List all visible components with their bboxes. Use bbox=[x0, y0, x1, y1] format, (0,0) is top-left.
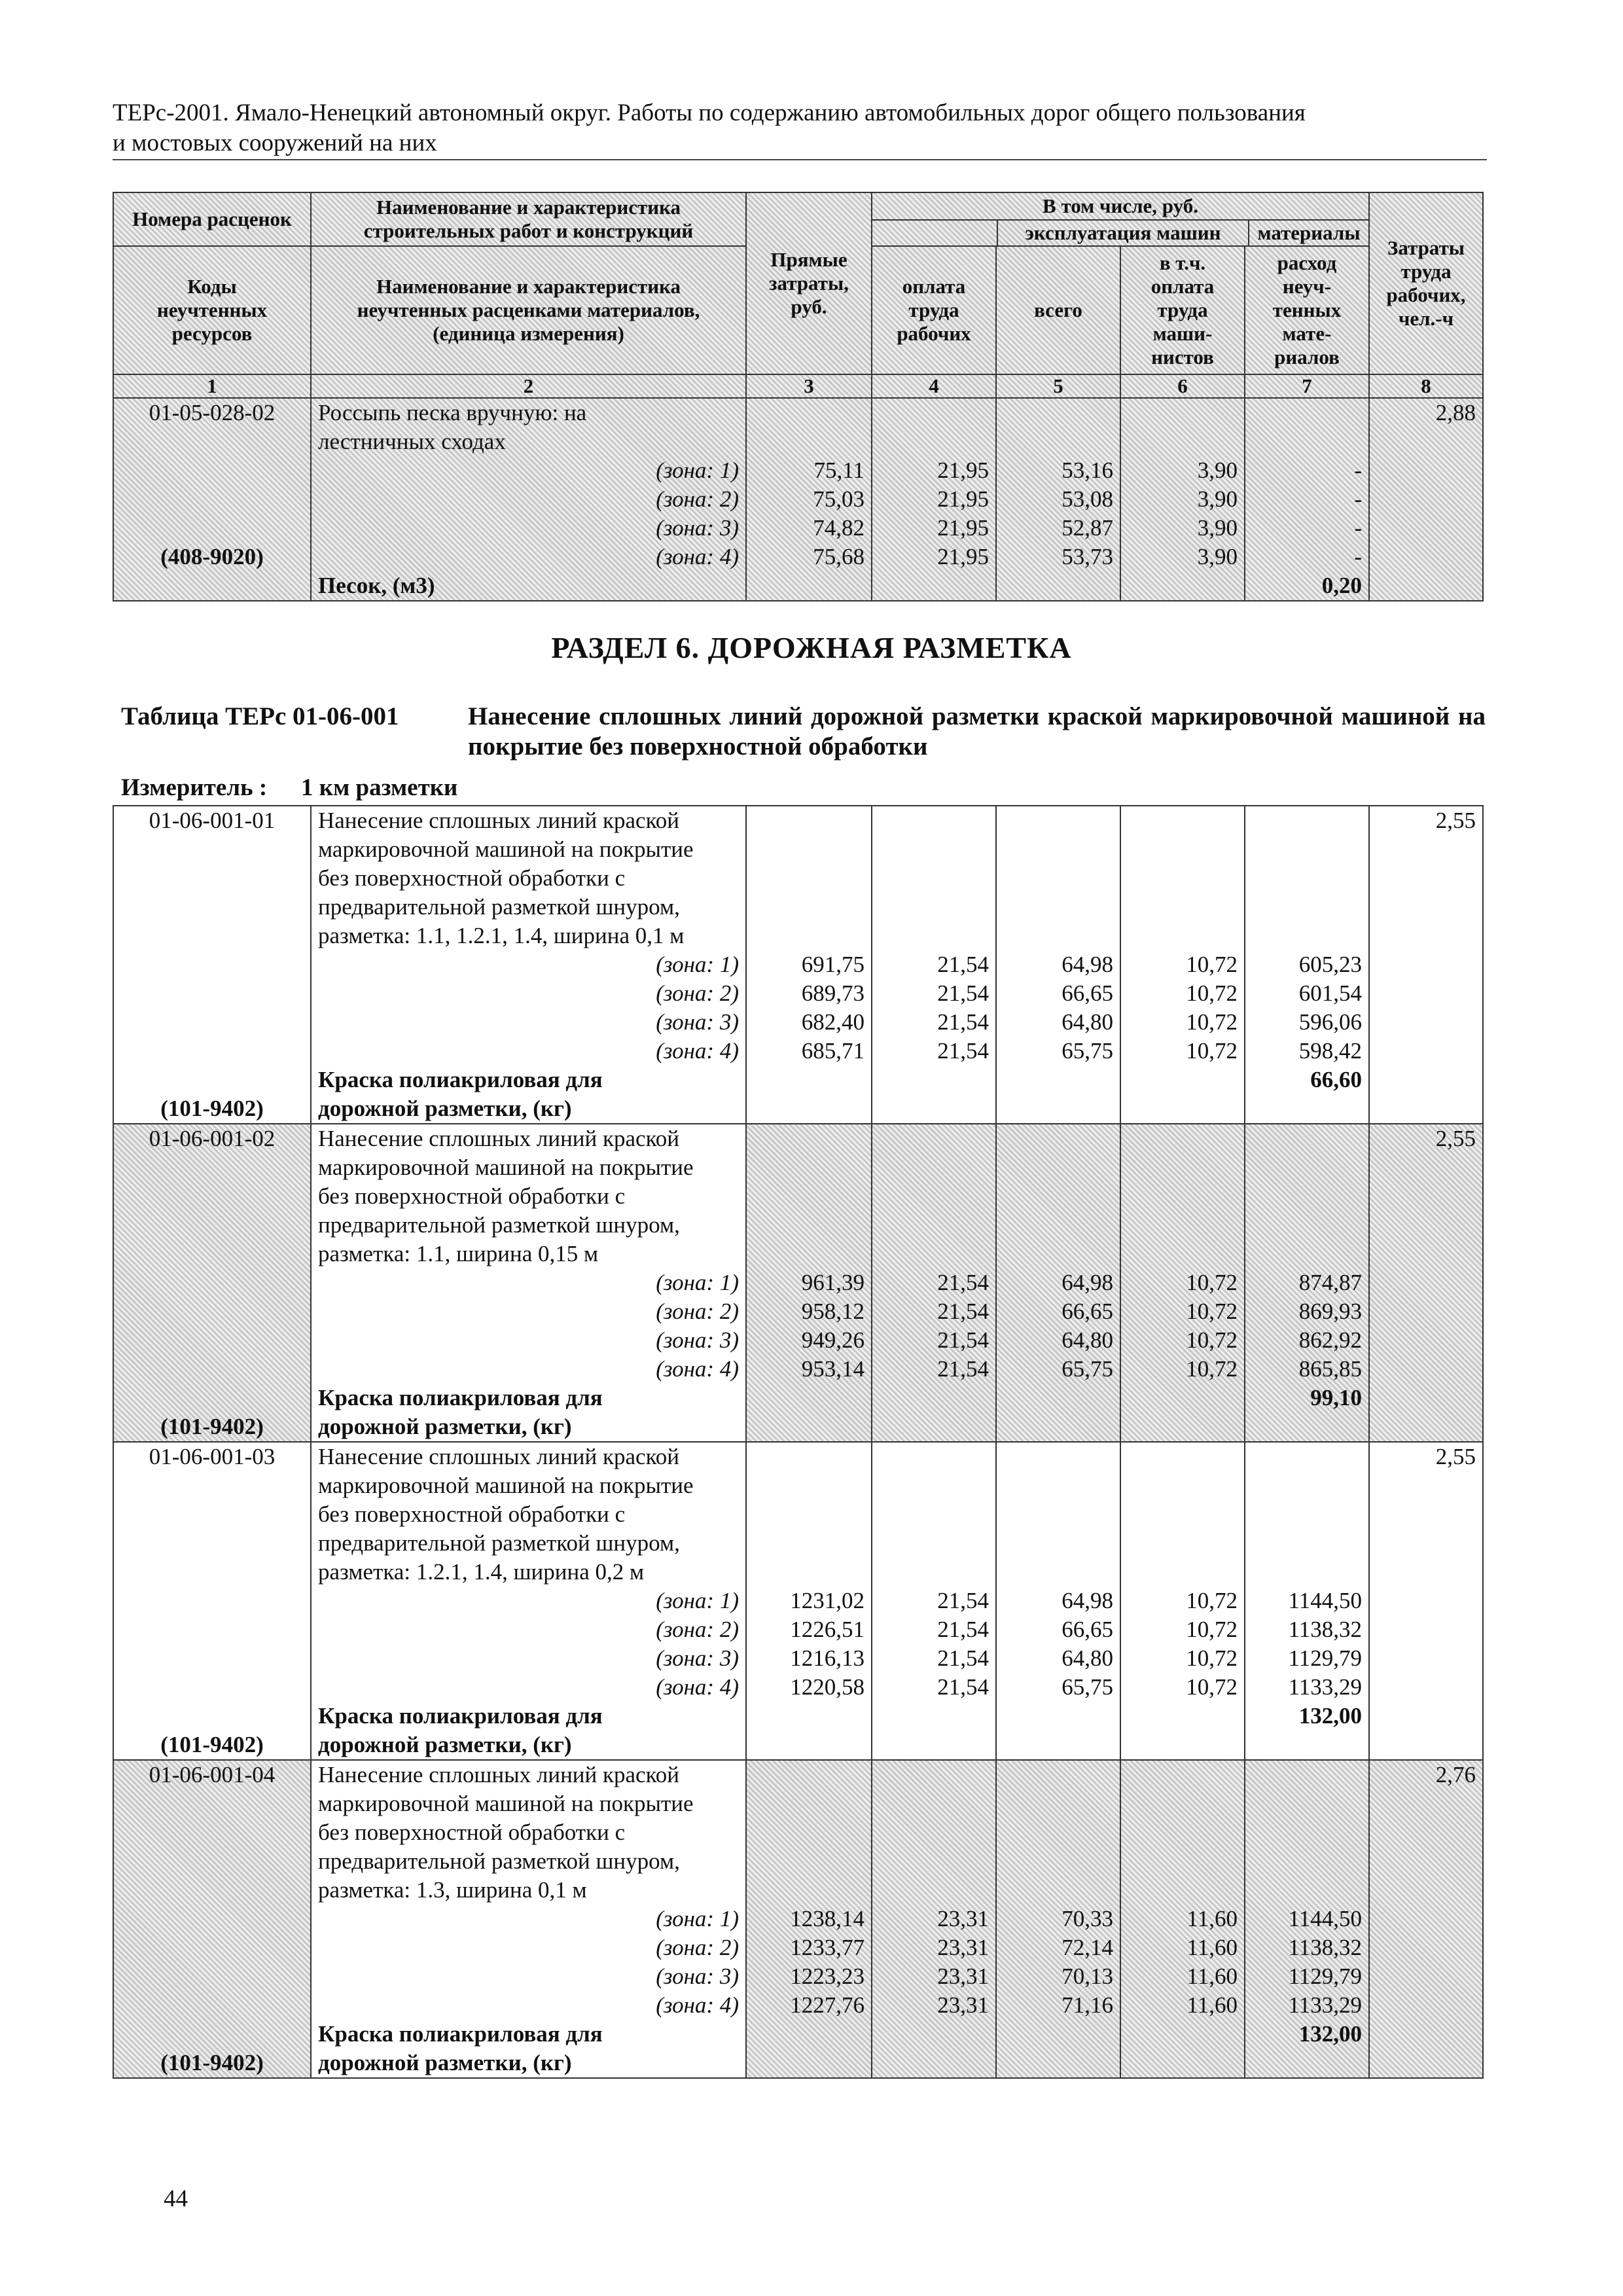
header-work-name-line-1: Наименование и характеристика bbox=[376, 196, 681, 219]
zone-label: (зона: 2) bbox=[656, 1935, 739, 1960]
table-caption-text: Нанесение сплошных линий дорожной разметки краской маркировочной машиной на покрытие без поверхностной обработки bbox=[468, 702, 1486, 761]
zone-label: (зона: 2) bbox=[656, 1617, 739, 1642]
machines-cell: 64,98 66,65 64,80 65,75 bbox=[996, 806, 1120, 1124]
resource-name-line-1: Краска полиакриловая для bbox=[318, 1067, 603, 1092]
rate-name bbox=[311, 1442, 746, 1760]
running-header bbox=[113, 98, 1487, 158]
header-materials-line-4: мате- bbox=[1282, 322, 1332, 345]
wages-cell: 23,31 23,31 23,31 23,31 bbox=[872, 1760, 996, 2078]
resource-name-line-1: Краска полиакриловая для bbox=[318, 1703, 603, 1729]
rate-name-line-3: без поверхностной обработки с bbox=[318, 1820, 626, 1845]
header-materials: материалы bbox=[1257, 221, 1361, 244]
resource-amount: 99,10 bbox=[1310, 1385, 1362, 1410]
resource-amount: 132,00 bbox=[1298, 1703, 1362, 1729]
header-rate-numbers: Номера расценок bbox=[113, 192, 311, 246]
running-header-line-1: ТЕРс-2001. Ямало-Ненецкий автономный округ. Работы по содержанию автомобильных дорог общего пользования bbox=[113, 99, 1306, 126]
rate-name-line-1: Россыпь песка вручную: на bbox=[318, 400, 587, 425]
column-number-8: 8 bbox=[1369, 374, 1483, 398]
direct-costs-cell: 1238,14 1233,77 1223,23 1227,76 bbox=[746, 1760, 872, 2078]
zone-label: (зона: 3) bbox=[656, 1645, 739, 1671]
rate-name bbox=[311, 1760, 746, 2078]
header-direct-line-2: затраты, bbox=[769, 272, 849, 295]
labor-cell: 2,76 bbox=[1369, 1760, 1483, 2078]
rate-name-line-4: предварительной разметкой шнуром, bbox=[318, 1848, 680, 1874]
table-row bbox=[113, 806, 1483, 1124]
header-codes-line-1: Коды bbox=[187, 275, 237, 298]
labor-cell: 2,55 bbox=[1369, 806, 1483, 1124]
zone-label: (зона: 2) bbox=[656, 486, 739, 512]
header-machines: эксплуатация машин bbox=[998, 221, 1249, 245]
rate-name-line-1: Нанесение сплошных линий краской bbox=[318, 1762, 680, 1787]
rate-name bbox=[311, 398, 746, 601]
header-wages-line-1: оплата bbox=[902, 275, 966, 298]
running-header-line-2: и мостовых сооружений на них bbox=[113, 130, 437, 156]
table-row bbox=[113, 1124, 1483, 1442]
zone-label: (зона: 4) bbox=[656, 1038, 739, 1064]
labor-cell: 2,55 bbox=[1369, 1124, 1483, 1442]
header-work-name-line-2: строительных работ и конструкций bbox=[363, 219, 694, 242]
wages-cell: 21,54 21,54 21,54 21,54 bbox=[872, 806, 996, 1124]
column-number-6: 6 bbox=[1120, 374, 1245, 398]
header-materials-consumption bbox=[1245, 246, 1369, 374]
rates-table bbox=[113, 805, 1484, 2079]
measure-label: Измеритель : bbox=[121, 774, 268, 801]
rate-name-line-1: Нанесение сплошных линий краской bbox=[318, 808, 680, 833]
machinists-cell: 10,72 10,72 10,72 10,72 bbox=[1120, 1124, 1245, 1442]
page-number: 44 bbox=[164, 2185, 188, 2212]
zone-label: (зона: 1) bbox=[656, 457, 739, 483]
resource-name-line-2: дорожной разметки, (кг) bbox=[318, 1096, 572, 1121]
rate-name-line-2: лестничных сходах bbox=[318, 429, 506, 454]
wages-cell: 21,95 21,95 21,95 21,95 bbox=[872, 398, 996, 601]
resource-amount: 0,20 bbox=[1321, 573, 1362, 598]
zone-label: (зона: 3) bbox=[656, 1964, 739, 1989]
column-number-2: 2 bbox=[311, 374, 746, 398]
labor-cell: 2,55 bbox=[1369, 1442, 1483, 1760]
resource-name-line-2: дорожной разметки, (кг) bbox=[318, 1414, 572, 1439]
header-machinists-line-4: маши- bbox=[1152, 322, 1213, 345]
machines-cell: 64,98 66,65 64,80 65,75 bbox=[996, 1124, 1120, 1442]
rate-name-line-4: предварительной разметкой шнуром, bbox=[318, 1212, 680, 1238]
materials-cell: 874,87 869,93 862,92 865,85 99,10 bbox=[1245, 1124, 1369, 1442]
zone-label: (зона: 4) bbox=[656, 544, 739, 569]
table-row bbox=[113, 1442, 1483, 1760]
header-including: В том числе, руб. bbox=[872, 193, 1368, 221]
resource-name-line-2: дорожной разметки, (кг) bbox=[318, 2050, 572, 2075]
header-direct-line-1: Прямые bbox=[770, 248, 847, 271]
header-machinists-line-3: труда bbox=[1157, 298, 1208, 321]
rate-name-line-2: маркировочной машиной на покрытие bbox=[318, 836, 694, 862]
header-labor-line-4: чел.-ч bbox=[1398, 307, 1454, 330]
materials-cell: 1144,50 1138,32 1129,79 1133,29 132,00 bbox=[1245, 1442, 1369, 1760]
header-labor-line-2: труда bbox=[1400, 260, 1452, 283]
zone-label: (зона: 4) bbox=[656, 1992, 739, 2018]
machines-cell: 64,98 66,65 64,80 65,75 bbox=[996, 1442, 1120, 1760]
table-row bbox=[113, 398, 1483, 601]
section-title: РАЗДЕЛ 6. ДОРОЖНАЯ РАЗМЕТКА bbox=[551, 631, 1072, 664]
rate-name-line-3: без поверхностной обработки с bbox=[318, 1183, 626, 1209]
resource-name-line-1: Краска полиакриловая для bbox=[318, 2021, 603, 2047]
materials-cell: - - - - 0,20 bbox=[1245, 398, 1369, 601]
zone-label: (зона: 1) bbox=[656, 1588, 739, 1613]
header-labor-line-3: рабочих, bbox=[1386, 283, 1466, 306]
header-machinists-line-2: оплата bbox=[1150, 275, 1215, 298]
rate-name-line-5: разметка: 1.3, ширина 0,1 м bbox=[318, 1877, 587, 1903]
header-labor-line-1: Затраты bbox=[1387, 236, 1465, 259]
machinists-cell: 3,90 3,90 3,90 3,90 bbox=[1120, 398, 1245, 601]
zone-label: (зона: 3) bbox=[656, 1009, 739, 1035]
header-material-name bbox=[311, 246, 746, 374]
header-wages bbox=[872, 246, 996, 374]
header-materials-line-3: тенных bbox=[1272, 298, 1342, 321]
header-resource-codes bbox=[113, 246, 311, 374]
zone-label: (зона: 2) bbox=[656, 1299, 739, 1324]
machinists-cell: 10,72 10,72 10,72 10,72 bbox=[1120, 806, 1245, 1124]
machinists-cell: 10,72 10,72 10,72 10,72 bbox=[1120, 1442, 1245, 1760]
materials-cell: 1144,50 1138,32 1129,79 1133,29 132,00 bbox=[1245, 1760, 1369, 2078]
header-codes-line-2: неучтенных bbox=[156, 298, 268, 321]
rate-name-line-5: разметка: 1.2.1, 1.4, ширина 0,2 м bbox=[318, 1559, 645, 1585]
rate-code: 01-06-001-03 (101-9402) bbox=[113, 1442, 311, 1760]
resource-amount: 132,00 bbox=[1298, 2021, 1362, 2047]
column-number-5: 5 bbox=[996, 374, 1120, 398]
direct-costs-cell: 1231,02 1226,51 1216,13 1220,58 bbox=[746, 1442, 872, 1760]
rate-name-line-4: предварительной разметкой шнуром, bbox=[318, 1530, 680, 1556]
header-work-name bbox=[311, 192, 746, 246]
resource-code: (408-9020) bbox=[160, 544, 264, 569]
header-materials-line-1: расход bbox=[1277, 251, 1337, 274]
rate-name-line-2: маркировочной машиной на покрытие bbox=[318, 1155, 694, 1180]
wages-cell: 21,54 21,54 21,54 21,54 bbox=[872, 1442, 996, 1760]
header-direct-costs bbox=[746, 192, 872, 374]
rate-name-line-1: Нанесение сплошных линий краской bbox=[318, 1126, 680, 1151]
header-machinists-line-1: в т.ч. bbox=[1159, 251, 1206, 274]
first-table-body bbox=[113, 398, 1483, 601]
zone-label: (зона: 4) bbox=[656, 1674, 739, 1700]
machines-cell: 70,33 72,14 70,13 71,16 bbox=[996, 1760, 1120, 2078]
rate-name bbox=[311, 806, 746, 1124]
measure-line bbox=[121, 774, 458, 802]
rate-code: 01-06-001-01 (101-9402) bbox=[113, 806, 311, 1124]
zone-label: (зона: 3) bbox=[656, 515, 739, 541]
rate-name-line-5: разметка: 1.1, ширина 0,15 м bbox=[318, 1241, 599, 1266]
column-number-1: 1 bbox=[113, 374, 311, 398]
table-row bbox=[113, 1760, 1483, 2078]
header-material-line-3: (единица измерения) bbox=[433, 322, 624, 345]
header-materials-line-5: риалов bbox=[1274, 346, 1340, 368]
rate-code: 01-06-001-02 (101-9402) bbox=[113, 1124, 311, 1442]
resource-name: Песок, (м3) bbox=[318, 573, 435, 598]
header-wages-line-2: труда bbox=[908, 298, 959, 321]
rate-name-line-1: Нанесение сплошных линий краской bbox=[318, 1444, 680, 1469]
zone-label: (зона: 1) bbox=[656, 1906, 739, 1931]
rate-name-line-2: маркировочной машиной на покрытие bbox=[318, 1473, 694, 1498]
machines-cell: 53,16 53,08 52,87 53,73 bbox=[996, 398, 1120, 601]
resource-code: (101-9402) bbox=[160, 1096, 264, 1121]
header-table bbox=[113, 192, 1484, 601]
resource-name-line-1: Краска полиакриловая для bbox=[318, 1385, 603, 1410]
direct-costs-cell: 691,75 689,73 682,40 685,71 bbox=[746, 806, 872, 1124]
rate-name-line-3: без поверхностной обработки с bbox=[318, 865, 626, 891]
zone-label: (зона: 3) bbox=[656, 1327, 739, 1353]
header-codes-line-3: ресурсов bbox=[171, 322, 253, 345]
resource-name-line-2: дорожной разметки, (кг) bbox=[318, 1732, 572, 1757]
header-material-line-1: Наименование и характеристика bbox=[376, 275, 681, 298]
rate-name bbox=[311, 1124, 746, 1442]
rates-table-body bbox=[113, 806, 1483, 2078]
zone-label: (зона: 1) bbox=[656, 1270, 739, 1295]
direct-costs-cell: 75,11 75,03 74,82 75,68 bbox=[746, 398, 872, 601]
rate-name-line-4: предварительной разметкой шнуром, bbox=[318, 894, 680, 920]
machinists-cell: 11,60 11,60 11,60 11,60 bbox=[1120, 1760, 1245, 2078]
direct-costs-cell: 961,39 958,12 949,26 953,14 bbox=[746, 1124, 872, 1442]
column-number-7: 7 bbox=[1245, 374, 1369, 398]
rate-code: 01-05-028-02 (408-9020) bbox=[113, 398, 311, 601]
zone-label: (зона: 1) bbox=[656, 952, 739, 977]
header-machines-total: всего bbox=[996, 246, 1120, 374]
header-materials-line-2: неуч- bbox=[1282, 275, 1332, 298]
column-number-4: 4 bbox=[872, 374, 996, 398]
zone-label: (зона: 2) bbox=[656, 980, 739, 1006]
header-including-group bbox=[872, 192, 1369, 246]
resource-code: (101-9402) bbox=[160, 2050, 264, 2075]
rate-code: 01-06-001-04 (101-9402) bbox=[113, 1760, 311, 2078]
labor-cell: 2,88 bbox=[1369, 398, 1483, 601]
measure-unit: 1 км разметки bbox=[301, 774, 458, 801]
resource-code: (101-9402) bbox=[160, 1732, 264, 1757]
column-number-3: 3 bbox=[746, 374, 872, 398]
header-direct-line-3: руб. bbox=[791, 295, 827, 318]
wages-cell: 21,54 21,54 21,54 21,54 bbox=[872, 1124, 996, 1442]
table-caption-label: Таблица ТЕРс 01-06-001 bbox=[121, 702, 399, 730]
resource-code: (101-9402) bbox=[160, 1414, 264, 1439]
resource-amount: 66,60 bbox=[1310, 1067, 1362, 1092]
rate-name-line-5: разметка: 1.1, 1.2.1, 1.4, ширина 0,1 м bbox=[318, 923, 685, 948]
materials-cell: 605,23 601,54 596,06 598,42 66,60 bbox=[1245, 806, 1369, 1124]
zone-label: (зона: 4) bbox=[656, 1356, 739, 1382]
header-wages-line-3: рабочих bbox=[897, 322, 971, 345]
header-machinists-line-5: нистов bbox=[1151, 346, 1214, 368]
header-material-line-2: неучтенных расценками материалов, bbox=[357, 298, 700, 321]
header-machinists-wages bbox=[1120, 246, 1245, 374]
rate-name-line-3: без поверхностной обработки с bbox=[318, 1501, 626, 1527]
rate-name-line-2: маркировочной машиной на покрытие bbox=[318, 1791, 694, 1816]
header-labor-costs bbox=[1369, 192, 1483, 374]
header-rule bbox=[113, 159, 1487, 160]
